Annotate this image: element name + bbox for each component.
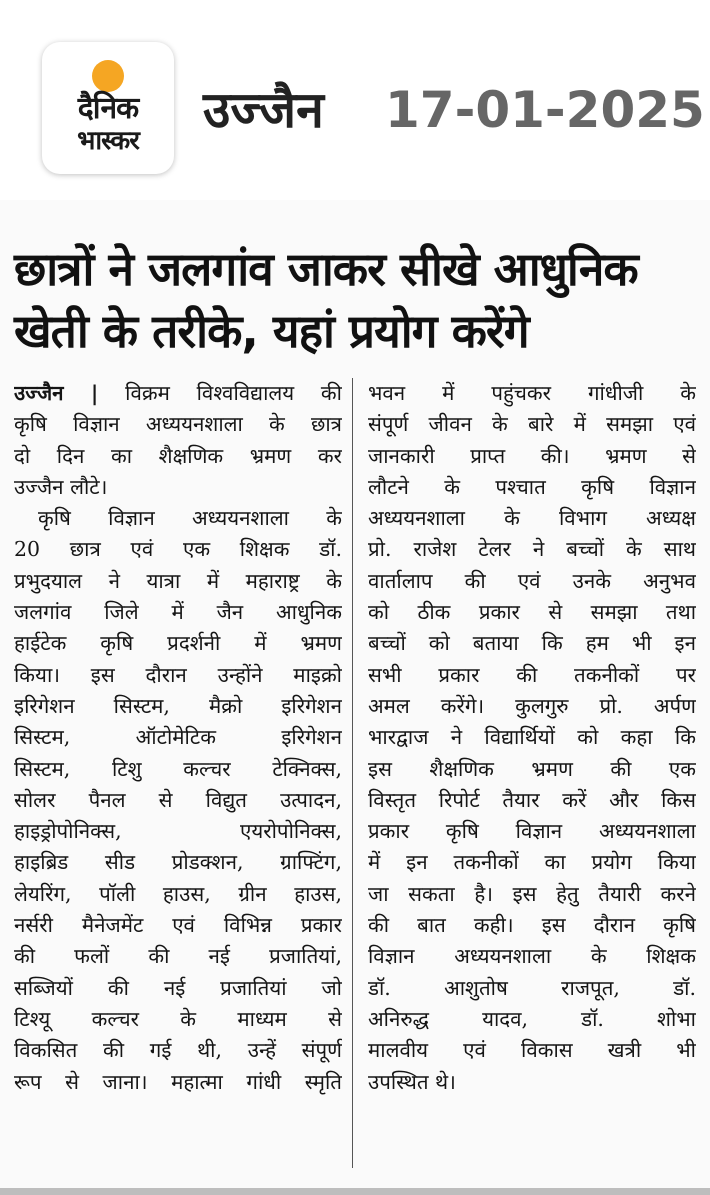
dainik-bhaskar-logo: [42, 42, 174, 174]
column-line: लेयरिंग, पॉली हाउस, ग्रीन हाउस,: [14, 881, 342, 906]
dateline: उज्जैन |: [14, 381, 99, 405]
column-line: सोलर पैनल से विद्युत उत्पादन,: [14, 787, 342, 812]
column-line: 20 छात्र एवं एक शिक्षक डॉ.: [14, 537, 342, 562]
column-line: लौटने के पश्चात कृषि विज्ञान: [368, 474, 696, 499]
column-line: उपस्थित थे।: [368, 1069, 456, 1094]
page-header: [0, 0, 710, 200]
column-line: मालवीय एवं विकास खत्री भी: [368, 1038, 696, 1063]
column-line: जानकारी प्राप्त की। भ्रमण से: [368, 443, 696, 468]
edition-city: उज्जैन: [203, 81, 324, 139]
article-column-right: [368, 378, 696, 1098]
column-line: अध्ययनशाला के विभाग अध्यक्ष: [368, 506, 696, 531]
column-line: सिस्टम, टिशु कल्चर टेक्निक्स,: [14, 756, 342, 781]
column-line: इस शैक्षणिक भ्रमण की एक: [368, 756, 696, 781]
column-divider: [352, 378, 353, 1168]
article-headline: [14, 238, 704, 362]
column-line: हाइड्रोपोनिक्स, एयरोपोनिक्स,: [14, 819, 342, 844]
column-line: को ठीक प्रकार से समझा तथा: [368, 600, 696, 625]
column-line: सब्जियों की नई प्रजातियां जो: [14, 975, 342, 1000]
column-line: रूप से जाना। महात्मा गांधी स्मृति: [14, 1069, 342, 1094]
column-line: उज्जैन लौटे।: [14, 474, 108, 499]
column-line: वार्तालाप की एवं उनके अनुभव: [368, 568, 696, 593]
column-line: की फलों की नई प्रजातियां,: [14, 944, 342, 969]
column-line: जलगांव जिले में जैन आधुनिक: [14, 600, 342, 625]
column-line: विज्ञान अध्ययनशाला के शिक्षक: [368, 944, 696, 969]
column-line: प्रभुदयाल ने यात्रा में महाराष्ट्र के: [14, 568, 342, 593]
column-line: विकसित की गई थी, उन्हें संपूर्ण: [14, 1038, 342, 1063]
logo-text-line1: दैनिक: [77, 91, 139, 126]
column-line: हाइब्रिड सीड प्रोडक्शन, ग्राफ्टिंग,: [14, 850, 342, 875]
column-line: प्रकार कृषि विज्ञान अध्ययनशाला: [368, 819, 696, 844]
column-line: अनिरुद्ध यादव, डॉ. शोभा: [368, 1006, 696, 1031]
column-line: किया। इस दौरान उन्होंने माइक्रो: [14, 662, 342, 687]
column-line: में इन तकनीकों का प्रयोग किया: [368, 850, 696, 875]
column-line: हाईटेक कृषि प्रदर्शनी में भ्रमण: [14, 631, 342, 656]
headline-line: छात्रों ने जलगांव जाकर सीखे आधुनिक: [14, 242, 638, 296]
article-column-left: [14, 378, 342, 1098]
logo-text-line2: भास्कर: [77, 126, 139, 156]
column-line: बच्चों को बताया कि हम भी इन: [368, 631, 696, 656]
column-line: कृषि विज्ञान अध्ययनशाला के छात्र: [14, 412, 342, 437]
news-article: [0, 200, 710, 1195]
column-line: जा सकता है। इस हेतु तैयारी करने: [368, 881, 696, 906]
column-line: विस्तृत रिपोर्ट तैयार करें और किस: [368, 787, 696, 812]
column-line: भवन में पहुंचकर गांधीजी के: [368, 381, 696, 405]
edition-date: 17-01-2025: [385, 81, 705, 139]
column-line: कृषि विज्ञान अध्ययनशाला के: [38, 506, 342, 531]
headline-line: खेती के तरीके, यहां प्रयोग करेंगे: [14, 304, 529, 358]
column-line: इरिगेशन सिस्टम, मैक्रो इरिगेशन: [14, 693, 342, 718]
column-line: संपूर्ण जीवन के बारे में समझा एवं: [368, 412, 696, 437]
bottom-scroll-bar: [0, 1188, 710, 1195]
column-line: की बात कही। इस दौरान कृषि: [368, 913, 696, 938]
column-line: सभी प्रकार की तकनीकों पर: [368, 662, 696, 687]
column-line: डॉ. आशुतोष राजपूत, डॉ.: [368, 975, 696, 1000]
column-line-text: विक्रम विश्वविद्यालय की: [98, 381, 342, 405]
sun-dot-icon: [92, 60, 124, 92]
column-line: भारद्वाज ने विद्यार्थियों को कहा कि: [368, 725, 696, 750]
column-line: प्रो. राजेश टेलर ने बच्चों के साथ: [368, 537, 696, 562]
column-line: टिश्यू कल्चर के माध्यम से: [14, 1006, 342, 1031]
column-line: अमल करेंगे। कुलगुरु प्रो. अर्पण: [368, 693, 696, 718]
column-line: नर्सरी मैनेजमेंट एवं विभिन्न प्रकार: [14, 913, 342, 938]
column-line: दो दिन का शैक्षणिक भ्रमण कर: [14, 443, 342, 468]
column-line: सिस्टम, ऑटोमेटिक इरिगेशन: [14, 725, 342, 750]
column-line: [14, 378, 342, 409]
